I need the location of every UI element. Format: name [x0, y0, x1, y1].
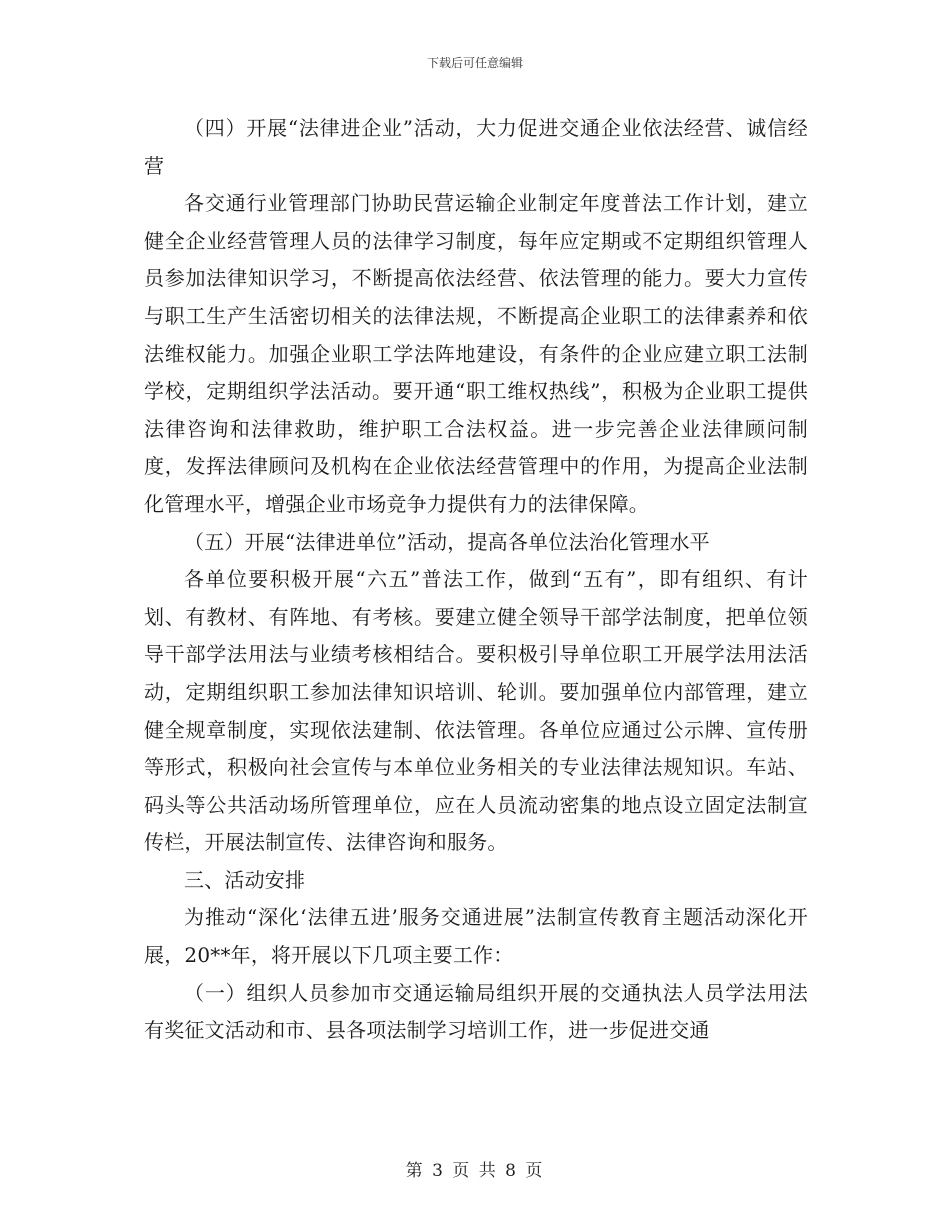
section-heading-5: （五）开展“法律进单位”活动，提高各单位法治化管理水平: [184, 529, 710, 554]
body-paragraph: 各交通行业管理部门协助民营运输企业制定年度普法工作计划，建立健全企业经营管理人员的法律学习制度，每年应定期或不定期组织管理人员参加法律知识学习，不断提高依法经营、依法管理的能力。要大力宣传与职工生产生活密切相关的法律法规，不断提高企业职工的法律素养和依法维权能力。加强企业职工学法阵地建设，有条件的企业应建立职工法制学校，定期组织学法活动。要开通“职工维权热线”，积极为企业职工提供法律咨询和法律救助，维护职工合法权益。进一步完善企业法律顾问制度，发挥法律顾问及机构在企业依法经营管理中的作用，为提高企业法制化管理水平，增强企业市场竞争力提供有力的法律保障。: [144, 191, 808, 516]
header-note: 下载后可任意编辑: [426, 56, 523, 70]
page-number-footer: 第 3 页 共 8 页: [405, 1161, 545, 1181]
section-heading-4: （四）开展“法律进企业”活动，大力促进交通企业依法经营、诚信经营: [144, 116, 808, 178]
document-body: [144, 110, 808, 1050]
section-heading-3: 三、活动安排: [184, 867, 306, 892]
body-paragraph: 为推动“深化‘法律五进’服务交通进展”法制宣传教育主题活动深化开展，20**年，将开展以下几项主要工作：: [144, 905, 808, 968]
body-paragraph: 各单位要积极开展“六五”普法工作，做到“五有”，即有组织、有计划、有教材、有阵地、有考核。要建立健全领导干部学法制度，把单位领导干部学法用法与业绩考核相结合。要积极引导单位职工开展学法用法活动，定期组织职工参加法律知识培训、轮训。要加强单位内部管理，建立健全规章制度，实现依法建制、依法管理。各单位应通过公示牌、宣传册等形式，积极向社会宣传与本单位业务相关的专业法律法规知识。车站、码头等公共活动场所管理单位，应在人员流动密集的地点设立固定法制宣传栏，开展法制宣传、法律咨询和服务。: [144, 567, 808, 855]
body-paragraph: （一）组织人员参加市交通运输局组织开展的交通执法人员学法用法有奖征文活动和市、县各项法制学习培训工作，进一步促进交通: [144, 980, 808, 1043]
